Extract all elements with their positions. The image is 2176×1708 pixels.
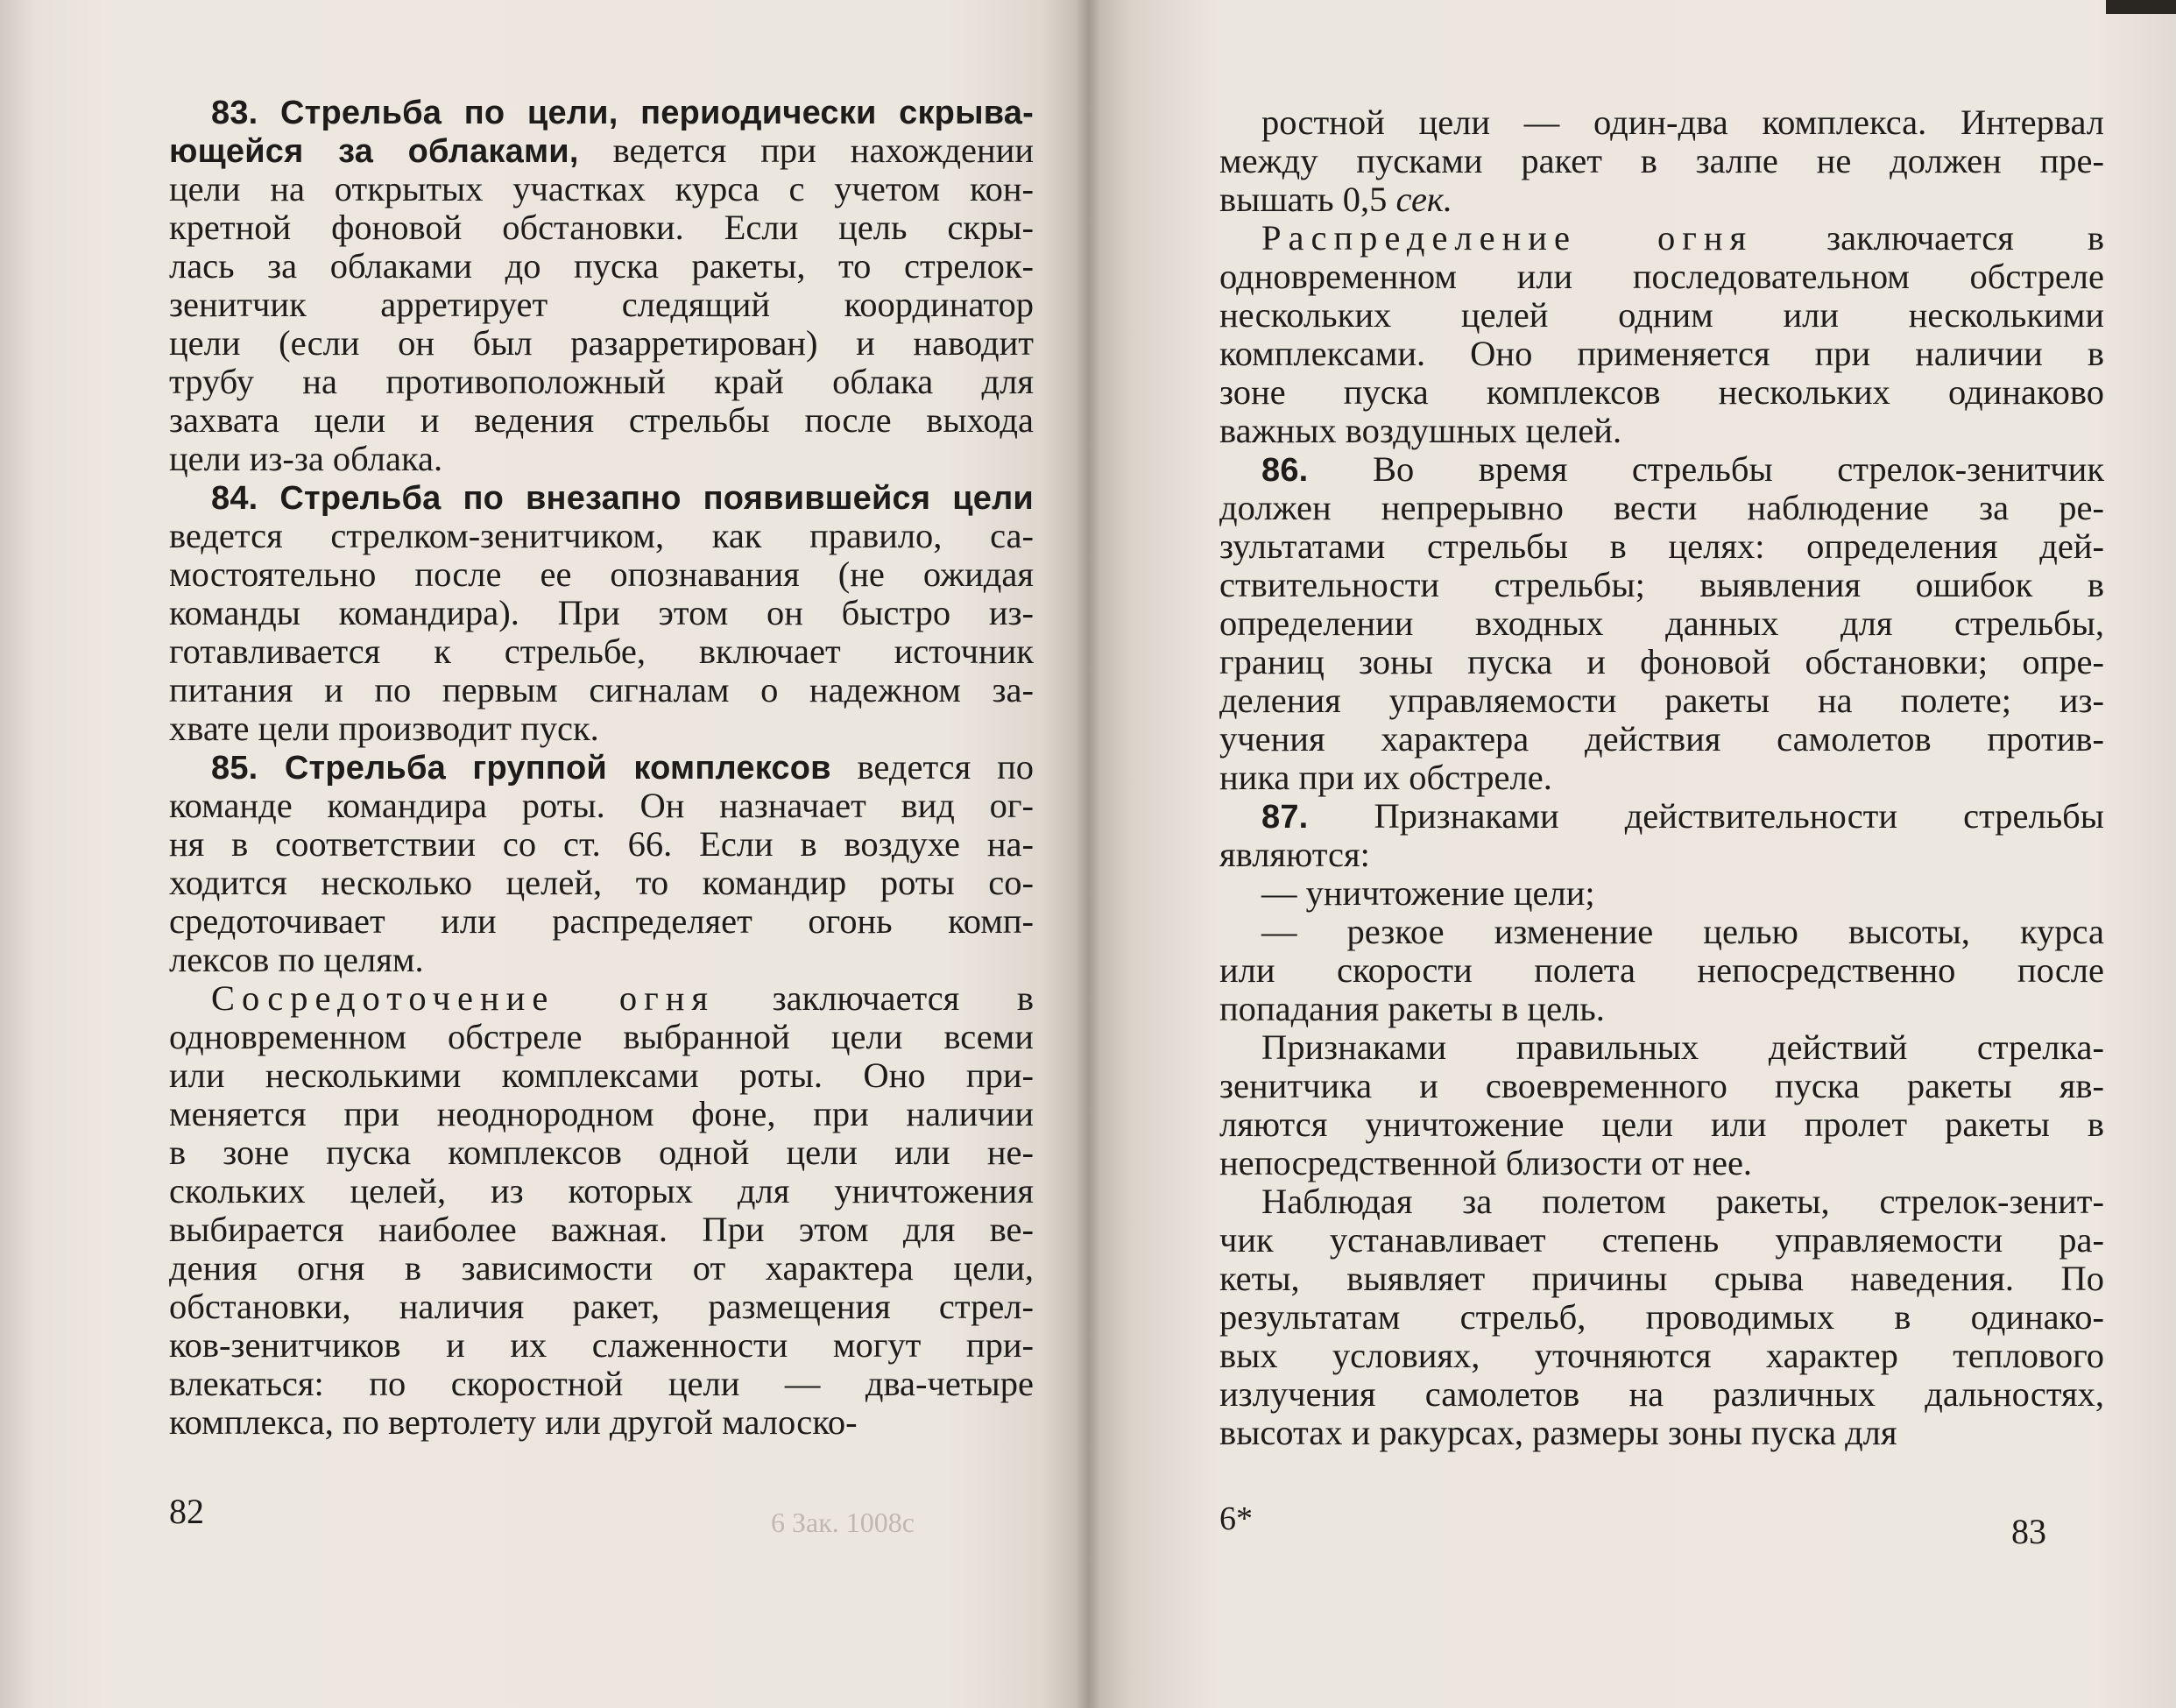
line-text: влекаться: по скоростной цели — два-четыре — [169, 1364, 1034, 1403]
line-text: Во время стрельбы стрелок-зенитчик — [1308, 449, 2104, 489]
line-text: захвата цели и ведения стрельбы после выхода — [169, 400, 1034, 440]
text-line — [1219, 1067, 2104, 1105]
text-line — [169, 131, 1034, 170]
line-text: ростной цели — один-два комплекса. Интервал — [1261, 102, 2104, 142]
line-text: ведется стрелком-зенитчиком, как правило, са- — [169, 516, 1034, 555]
bold-heading: ющейся за облаками, — [169, 133, 579, 170]
text-line — [1219, 643, 2104, 681]
bleed-through-text: 6 Зак. 1008с — [771, 1507, 915, 1538]
line-text: ведется по — [830, 747, 1034, 787]
text-line — [169, 787, 1034, 825]
line-text: заключается в — [715, 978, 1034, 1018]
line-text: средоточивает или распределяет огонь комп- — [169, 901, 1034, 941]
text-line — [1219, 874, 2104, 913]
text-line — [169, 1403, 1034, 1442]
line-text: лась за облаками до пуска ракеты, то стрелок- — [169, 246, 1034, 286]
paragraph — [1219, 797, 2104, 874]
line-text: одновременном обстреле выбранной цели всеми — [169, 1017, 1034, 1056]
text-line — [1219, 720, 2104, 759]
paragraph — [1219, 1182, 2104, 1452]
text-line — [169, 1210, 1034, 1249]
line-text: вых условиях, уточняются характер теплового — [1219, 1336, 2104, 1375]
line-text: скольких целей, из которых для уничтожения — [169, 1171, 1034, 1210]
text-line — [169, 170, 1034, 208]
text-line — [169, 1172, 1034, 1210]
right-page — [1088, 0, 2176, 1708]
spaced-term: Сосредоточение огня — [211, 978, 716, 1018]
paragraph — [1219, 450, 2104, 797]
paragraph — [169, 979, 1034, 1442]
paragraph — [1219, 874, 2104, 913]
text-line — [1219, 797, 2104, 836]
line-text: одновременном или последовательном обстреле — [1219, 257, 2104, 296]
text-line — [169, 401, 1034, 440]
line-text: границ зоны пуска и фоновой обстановки; опре- — [1219, 642, 2104, 681]
line-text: цели на открытых участках курса с учетом кон- — [169, 169, 1034, 208]
text-line — [169, 1249, 1034, 1288]
line-text: непосредственной близости от нее. — [1219, 1143, 1753, 1182]
bold-heading: 84. Стрельба по внезапно появившейся цели — [211, 480, 1034, 517]
line-text: кретной фоновой обстановки. Если цель скры- — [169, 208, 1034, 247]
text-line — [169, 594, 1034, 632]
line-text: зоне пуска комплексов нескольких одинаково — [1219, 372, 2104, 412]
text-line — [169, 632, 1034, 671]
bold-heading: 87. — [1261, 799, 1309, 836]
text-line — [1219, 1260, 2104, 1298]
line-text: комплексами. Оно применяется при наличии в — [1219, 334, 2104, 373]
text-line — [169, 748, 1034, 787]
text-line — [1219, 913, 2104, 951]
text-line — [1219, 103, 2104, 142]
line-text: определении входных данных для стрельбы, — [1219, 603, 2104, 643]
text-line — [169, 1095, 1034, 1133]
text-line — [1219, 1182, 2104, 1221]
text-line — [169, 247, 1034, 286]
line-text: Признаками действительности стрельбы — [1308, 796, 2104, 836]
line-text: в зоне пуска комплексов одной цели или не- — [169, 1133, 1034, 1172]
text-line — [1219, 1144, 2104, 1182]
text-line — [169, 979, 1034, 1018]
line-text: вышать 0,5 — [1219, 180, 1396, 219]
background-corner — [2106, 0, 2176, 14]
line-text: выбирается наиболее важная. При этом для ве- — [169, 1210, 1034, 1249]
signature-mark: 6* — [1219, 1500, 1253, 1537]
text-line — [1219, 258, 2104, 296]
bold-heading: 83. Стрельба по цели, периодически скрыва- — [211, 95, 1034, 131]
line-text: готавливается к стрельбе, включает источник — [169, 632, 1034, 671]
text-line — [169, 1133, 1034, 1172]
text-line — [169, 555, 1034, 594]
line-text: цели из-за облака. — [169, 439, 443, 478]
text-line — [169, 941, 1034, 979]
line-text: излучения самолетов на различных дальностях, — [1219, 1374, 2104, 1414]
text-line — [1219, 951, 2104, 990]
line-text: должен непрерывно вести наблюдение за ре- — [1219, 488, 2104, 527]
line-text: команды командира). При этом он быстро из- — [169, 593, 1034, 632]
right-page-text — [1219, 103, 2104, 1452]
text-line — [169, 93, 1034, 131]
line-text: обстановки, наличия ракет, размещения стрел- — [169, 1287, 1034, 1326]
line-text: мостоятельно после ее опознавания (не ожидая — [169, 554, 1034, 594]
line-text: или скорости полета непосредственно после — [1219, 950, 2104, 990]
line-text: ня в соответствии со ст. 66. Если в воздухе на- — [169, 824, 1034, 864]
text-line — [1219, 296, 2104, 335]
text-line — [169, 864, 1034, 902]
paragraph — [1219, 103, 2104, 219]
line-text: зультатами стрельбы в целях: определения дей- — [1219, 526, 2104, 566]
line-text: меняется при неоднородном фоне, при наличии — [169, 1094, 1034, 1133]
line-text: или несколькими комплексами роты. Оно при- — [169, 1055, 1034, 1095]
text-line — [169, 363, 1034, 401]
line-text: заключается в — [1753, 218, 2104, 258]
paragraph — [1219, 913, 2104, 1028]
text-line — [1219, 1028, 2104, 1067]
text-line — [1219, 450, 2104, 489]
line-text: цели (если он был разарретирован) и наводит — [169, 323, 1034, 363]
text-line — [1219, 1105, 2104, 1144]
text-line — [1219, 1337, 2104, 1375]
line-text: ствительности стрельбы; выявления ошибок в — [1219, 565, 2104, 604]
line-text: хвате цели производит пуск. — [169, 709, 599, 748]
paragraph — [169, 478, 1034, 748]
line-text: зенитчик арретирует следящий координатор — [169, 285, 1034, 324]
text-line — [169, 1326, 1034, 1365]
text-line — [1219, 412, 2104, 450]
text-line — [169, 1288, 1034, 1326]
line-text: Наблюдая за полетом ракеты, стрелок-зенит- — [1261, 1182, 2104, 1221]
text-line — [169, 902, 1034, 941]
text-line — [169, 1018, 1034, 1056]
line-text: Признаками правильных действий стрелка- — [1261, 1027, 2104, 1067]
line-text: ков-зенитчиков и их слаженности могут при- — [169, 1325, 1034, 1365]
bold-heading: 85. Стрельба группой комплексов — [211, 750, 831, 787]
line-text: — резкое изменение целью высоты, курса — [1261, 912, 2104, 951]
italic-unit: сек. — [1395, 180, 1452, 219]
text-line — [169, 517, 1034, 555]
line-text: трубу на противоположный край облака для — [169, 362, 1034, 401]
line-text: питания и по первым сигналам о надежном за- — [169, 670, 1034, 709]
text-line — [1219, 990, 2104, 1028]
text-line — [1219, 335, 2104, 373]
line-text: важных воздушных целей. — [1219, 411, 1622, 450]
text-line — [169, 825, 1034, 864]
page-number-left: 82 — [169, 1492, 204, 1531]
text-line — [169, 671, 1034, 709]
line-text: ходится несколько целей, то командир роты со- — [169, 863, 1034, 902]
text-line — [1219, 604, 2104, 643]
text-line — [169, 286, 1034, 324]
text-line — [1219, 759, 2104, 797]
left-page-text — [169, 93, 1034, 1442]
paragraph — [1219, 219, 2104, 450]
text-line — [169, 1056, 1034, 1095]
line-text: комплекса, по вертолету или другой малоско- — [169, 1402, 858, 1442]
line-text: чик устанавливает степень управляемости ра- — [1219, 1220, 2104, 1260]
bold-heading: 86. — [1261, 452, 1309, 489]
text-line — [169, 324, 1034, 363]
text-line — [169, 478, 1034, 517]
paragraph — [169, 93, 1034, 478]
line-text: ведется при нахождении — [578, 131, 1034, 170]
spaced-term: Распределение огня — [1261, 218, 1754, 258]
line-text: являются: — [1219, 835, 1370, 874]
line-text: — уничтожение цели; — [1261, 873, 1595, 913]
line-text: учения характера действия самолетов против- — [1219, 719, 2104, 759]
line-text: попадания ракеты в цель. — [1219, 989, 1605, 1028]
line-text: команде командира роты. Он назначает вид ог- — [169, 786, 1034, 825]
text-line — [1219, 180, 2104, 219]
text-line — [169, 1365, 1034, 1403]
line-text: ляются уничтожение цели или пролет ракеты в — [1219, 1105, 2104, 1144]
line-text: дения огня в зависимости от характера цели, — [169, 1248, 1034, 1288]
book-spine — [1076, 0, 1100, 1708]
text-line — [169, 208, 1034, 247]
text-line — [1219, 527, 2104, 566]
line-text: ника при их обстреле. — [1219, 758, 1552, 797]
line-text: деления управляемости ракеты на полете; из- — [1219, 681, 2104, 720]
line-text: высотах и ракурсах, размеры зоны пуска для — [1219, 1413, 1897, 1452]
paragraph — [1219, 1028, 2104, 1182]
text-line — [1219, 836, 2104, 874]
line-text: результатам стрельб, проводимых в одинако- — [1219, 1297, 2104, 1337]
line-text: зенитчика и своевременного пуска ракеты яв- — [1219, 1066, 2104, 1105]
line-text: нескольких целей одним или несколькими — [1219, 295, 2104, 335]
line-text: кеты, выявляет причины срыва наведения. По — [1219, 1259, 2104, 1298]
line-text: лексов по целям. — [169, 940, 424, 979]
text-line — [1219, 142, 2104, 180]
text-line — [1219, 1375, 2104, 1414]
text-line — [1219, 489, 2104, 527]
text-line — [1219, 1221, 2104, 1260]
text-line — [1219, 681, 2104, 720]
text-line — [169, 709, 1034, 748]
line-text: между пусками ракет в залпе не должен пре- — [1219, 141, 2104, 180]
text-line — [1219, 566, 2104, 604]
text-line — [1219, 373, 2104, 412]
text-line — [1219, 1414, 2104, 1452]
text-line — [1219, 1298, 2104, 1337]
paragraph — [169, 748, 1034, 979]
text-line — [169, 440, 1034, 478]
page-number-right: 83 — [2011, 1512, 2046, 1551]
text-line — [1219, 219, 2104, 258]
